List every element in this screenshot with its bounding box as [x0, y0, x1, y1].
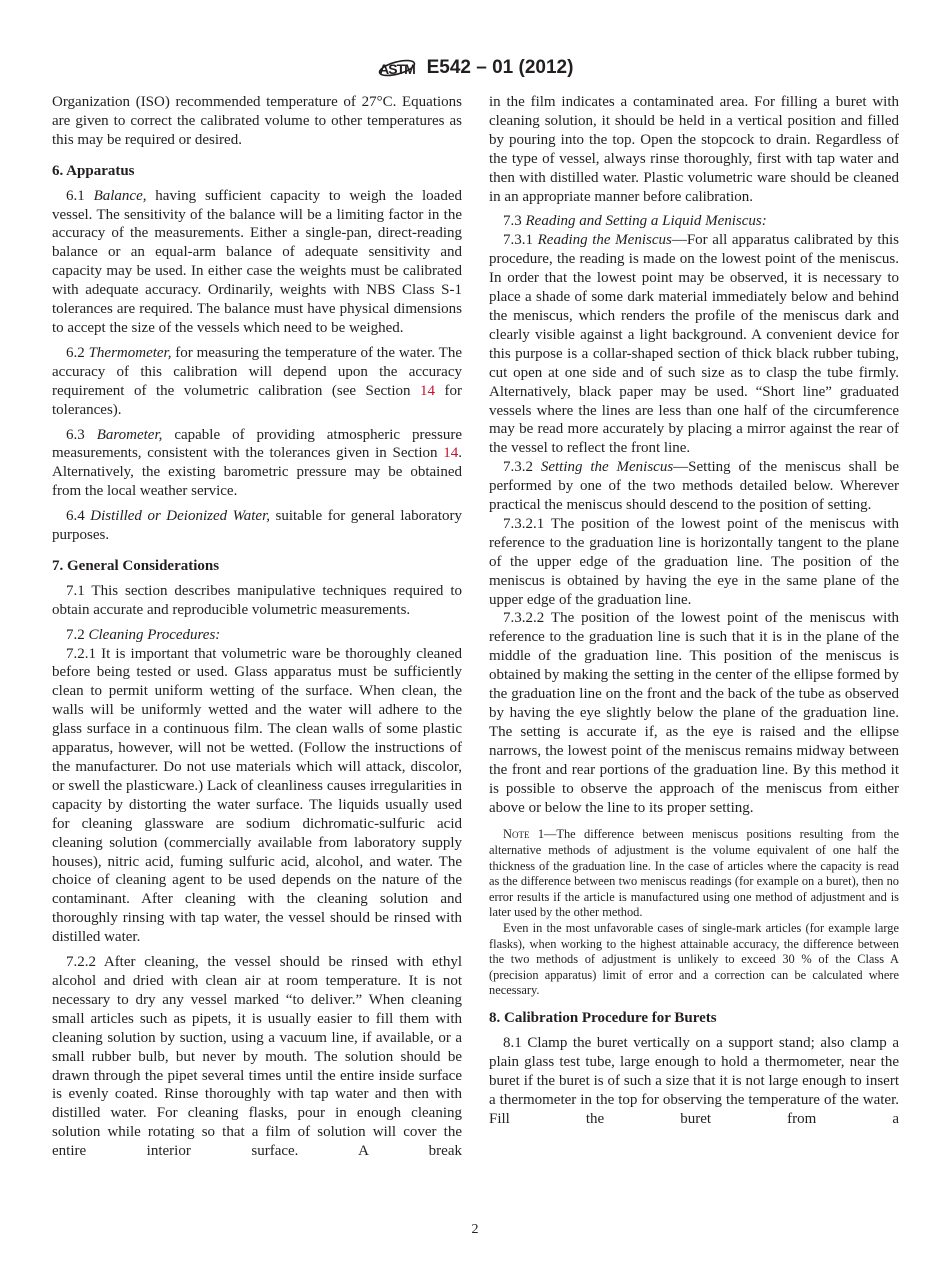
italic-term: Setting the Meniscus	[540, 459, 674, 476]
paragraph	[52, 187, 462, 338]
paragraph	[489, 609, 899, 817]
italic-term: Barometer,	[96, 426, 163, 443]
italic-term: Reading the Meniscus	[537, 232, 672, 249]
text-run: —The difference between meniscus positions resulting from the alternative methods of adjustment is the volume equivalent of one half the thickness of the graduation line. In the case of articles where the capacity is read as the difference between two meniscus readings (for example on a buret), then no error results if the article is manufactured using one method of adjustment and is later used by the other method.	[489, 827, 899, 920]
italic-term: Balance,	[93, 187, 147, 204]
text-run: in the film indicates a contaminated area. For filling a buret with cleaning solution, it should be held in a vertical position and filled by pouring into the top. Open the stopcock to drain. Regardless of the type of vessel, always rinse thoroughly, first with tap water and then with distilled water. Plastic volumetric ware should be cleaned in an appropriate manner before calibration.	[489, 94, 899, 205]
paragraph	[52, 582, 462, 620]
paragraph	[52, 953, 462, 1161]
text-run: 7.2	[66, 626, 89, 643]
right-column	[489, 93, 899, 1128]
text-run: for tolerances).	[52, 382, 462, 418]
text-run: 6.1	[66, 187, 94, 204]
italic-term: Distilled or Deionized Water,	[90, 508, 271, 525]
section-link[interactable]: 14	[420, 382, 436, 399]
text-run: —Setting of the meniscus shall be performed by one of the two methods detailed below. Wherever practical the meniscus should descend to the position of setting.	[489, 459, 900, 514]
text-run: . Alternatively, the existing barometric pressure may be obtained from the local weather service.	[52, 445, 462, 500]
text-run: Even in the most unfavorable cases of single-mark articles (for example large flasks), when working to the highest attainable accuracy, the difference between the two methods of adjustment is unlikely to exceed 30 % of the Class A (precision apparatus) limit of error and a correction can be calculated where necessary.	[489, 921, 899, 998]
paragraph	[489, 93, 899, 206]
section-heading: 8. Calibration Procedure for Burets	[489, 1009, 717, 1026]
paragraph	[52, 645, 462, 948]
section-heading: 6. Apparatus	[52, 162, 135, 179]
paragraph	[489, 231, 899, 458]
standard-designation: E542 – 01 (2012)	[426, 57, 574, 78]
paragraph	[52, 344, 462, 420]
text-run: 7.3.1	[503, 232, 538, 249]
text-run: 6.4	[66, 508, 91, 525]
note-paragraph	[489, 827, 899, 921]
paragraph	[52, 626, 462, 645]
text-run: capable of providing atmospheric pressure measurements, consistent with the tolerances given in Section	[52, 426, 463, 462]
text-run: —For all apparatus calibrated by this procedure, the reading is made on the lowest point of the meniscus. In order that the lowest point may be observed, it is necessary to place a shade of some dark material immediately below and behind the meniscus, which renders the profile of the meniscus dark and clearly visible against a light background. A convenient device for this purpose is a collar-shaped section of thick black rubber tubing, cut open at one side and of such size as to clasp the tube firmly. Alternatively, black paper may be used. “Short line” graduated vessels where the lines are less than one half of the circumference may be read more accurately by placing a mirror against the rear of the vessel to reflect the front line.	[489, 232, 900, 457]
text-run: having sufficient capacity to weigh the loaded vessel. The sensitivity of the balance will be a limiting factor in the accuracy of the measurements. Either a single-pan, direct-reading balance or an equal-arm balance of adequate sensitivity and capacity may be used. In either case the weights must be calibrated with adequate accuracy. Ordinarily, weights with NBS Class S-1 tolerances are required. The balance must have physical dimensions to accept the size of the vessels which need to be weighed.	[52, 187, 462, 336]
page-header	[0, 55, 950, 83]
text-run: 8.1 Clamp the buret vertically on a support stand; also clamp a plain glass test tube, large enough to hold a thermometer, near the buret if the buret is of such a size that it is not large enough to insert a thermometer in the top for observing the temperature of the water. Fill the buret from a	[489, 1034, 899, 1127]
section-link[interactable]: 14	[443, 445, 459, 462]
text-run: 7.3.2	[503, 459, 541, 476]
paragraph	[52, 507, 462, 545]
svg-text:ASTM: ASTM	[378, 61, 415, 77]
paragraph	[489, 1034, 899, 1129]
paragraph	[489, 458, 899, 515]
text-run: 6.2	[66, 344, 89, 361]
text-run: 7.3.2.2 The position of the lowest point of the meniscus with reference to the graduation line is such that it is in the plane of the middle of the graduation line. This position of the meniscus is obtained by making the setting in the center of the ellipse formed by the graduation line on the front and the back of the tube as observed by having the eye slightly below the plane of the graduation line. The setting is accurate if, as the eye is raised and the ellipse narrows, the lowest point of the meniscus remains midway between the front and rear portions of the graduation line. By this method it is possible to observe the approach of the meniscus from either above or below the line to its proper setting.	[489, 610, 899, 816]
text-run: 7.2.2 After cleaning, the vessel should be rinsed with ethyl alcohol and dried with clean air at room temperature. It is not necessary to dry any vessel marked “to deliver.” When cleaning small articles such as pipets, it is usually easier to fill them with cleaning solution by suction, using a vacuum line, if available, or a small rubber bulb, but never by mouth. The solution should be drawn through the pipet several times until the entire inside surface is evenly coated. Rinse thoroughly with tap water and then with distilled water. For cleaning flasks, pour in enough cleaning solution while rotating so that a film of solution will cover the entire interior surface. A break	[52, 954, 462, 1160]
astm-logo-icon	[377, 55, 417, 81]
text-run: 7.3.2.1 The position of the lowest point of the meniscus with reference to the graduation line is horizontally tangent to the plane of the upper edge of the graduation line. The position of the meniscus is obtained by having the eye in the same plane of the upper edge of the graduation line.	[489, 515, 899, 608]
paragraph	[489, 212, 899, 231]
italic-term: Cleaning Procedures:	[88, 626, 221, 643]
text-run: 7.1 This section describes manipulative techniques required to obtain accurate and reproducible volumetric measurements.	[52, 582, 462, 618]
note-label: Note 1	[503, 827, 545, 842]
page-number: 2	[471, 1222, 479, 1237]
paragraph	[489, 515, 899, 610]
text-run: 6.3	[66, 426, 97, 443]
note-paragraph	[489, 921, 899, 999]
italic-term: Reading and Setting a Liquid Meniscus:	[525, 213, 767, 230]
paragraph	[52, 93, 462, 150]
paragraph	[52, 426, 462, 502]
left-column	[52, 93, 462, 1161]
text-run: suitable for general laboratory purposes.	[52, 508, 462, 544]
section-heading: 7. General Considerations	[52, 557, 220, 574]
text-run: Organization (ISO) recommended temperature of 27°C. Equations are given to correct the calibrated volume to other temperatures as this may be required or desired.	[52, 94, 462, 148]
text-run: for measuring the temperature of the water. The accuracy of this calibration will depend upon the accuracy requirement of the volumetric calibration (see Section	[52, 344, 462, 399]
italic-term: Thermometer,	[88, 344, 172, 361]
text-run: 7.3	[503, 213, 526, 230]
text-run: 7.2.1 It is important that volumetric ware be thoroughly cleaned before being tested or used. Glass apparatus must be sufficiently clean to permit uniform wetting of the surface. When clean, the walls will be uniformly wetted and the water will adhere to the glass surface in a continuous film. The clean walls of some plastic apparatus, however, will not be wetted. (Follow the instructions of the manufacturer. Do not use materials which will attack, discolor, or swell the plasticware.) Lack of cleanliness causes irregularities in capacity by distorting the water surface. The liquids usually used for cleaning glassware are sodium dichromatic-sulfuric acid cleaning solution (commercially available from laboratory supply houses), nitric acid, fuming sulfuric acid, alcohol, and water. The choice of cleaning agent to be used depends on the nature of the contaminant. After cleaning with the cleaning solution and thoroughly rinsing with tap water, the vessel should be rinsed with distilled water.	[52, 645, 462, 946]
